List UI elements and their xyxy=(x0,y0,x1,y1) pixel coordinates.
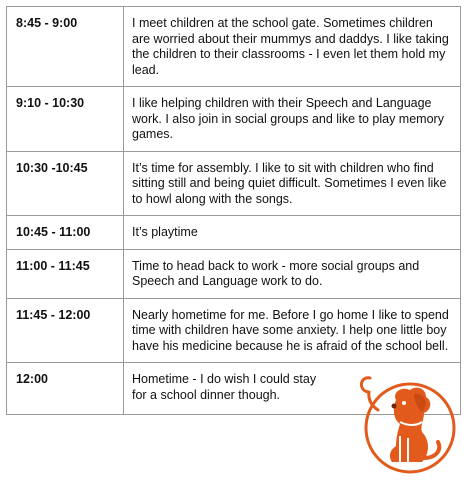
time-cell: 11:00 - 11:45 xyxy=(7,249,124,298)
time-cell: 11:45 - 12:00 xyxy=(7,298,124,363)
table-row xyxy=(7,7,461,87)
schedule-table xyxy=(6,6,461,415)
table-row xyxy=(7,249,461,298)
dog-logo xyxy=(352,370,462,475)
dog-icon xyxy=(352,370,462,475)
activity-cell: Nearly hometime for me. Before I go home I like to spend time with children have some anxiety. I help one little boy have his medicine because he is afraid of the school bell. xyxy=(124,298,461,363)
time-cell: 10:30 -10:45 xyxy=(7,151,124,216)
table-row xyxy=(7,151,461,216)
activity-cell: I like helping children with their Speech and Language work. I also join in social groups and like to play memory games. xyxy=(124,87,461,152)
time-cell: 9:10 - 10:30 xyxy=(7,87,124,152)
table-row xyxy=(7,298,461,363)
activity-cell: I meet children at the school gate. Sometimes children are worried about their mummys and daddys. I like taking the children to their classrooms - I even let them hold my lead. xyxy=(124,7,461,87)
activity-cell: It’s time for assembly. I like to sit with children who find sitting still and being quiet difficult. Sometimes I even like to howl along with the songs. xyxy=(124,151,461,216)
table-row xyxy=(7,87,461,152)
time-cell: 10:45 - 11:00 xyxy=(7,216,124,250)
activity-cell: Hometime - I do wish I could stay for a school dinner though. xyxy=(124,363,461,415)
activity-cell: Time to head back to work - more social groups and Speech and Language work to do. xyxy=(124,249,461,298)
time-cell: 12:00 xyxy=(7,363,124,415)
time-cell: 8:45 - 9:00 xyxy=(7,7,124,87)
table-row xyxy=(7,216,461,250)
activity-cell: It’s playtime xyxy=(124,216,461,250)
